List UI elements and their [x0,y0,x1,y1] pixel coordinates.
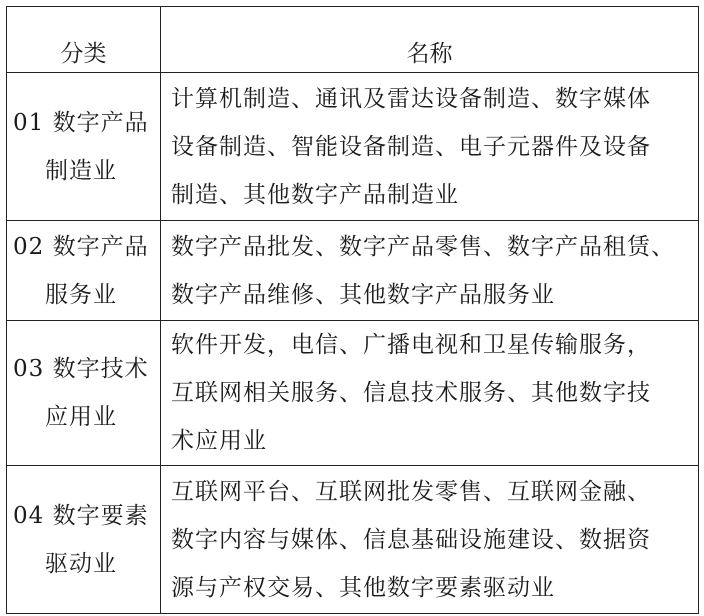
digital-economy-classification-table [6,6,699,614]
table-row [7,321,699,466]
table-row [7,73,699,221]
table-row [7,466,699,614]
category-label: 02 数字产品 [13,233,149,260]
name-text-line: 数字产品批发、数字产品零售、数字产品租赁、 [171,233,675,260]
name-text-line: 计算机制造、通讯及雷达设备制造、数字媒体 [171,85,651,112]
name-text-line: 数字内容与媒体、信息基础设施建设、数据资 [171,526,651,553]
header-category: 分类 [7,7,161,73]
header-name: 名称 [161,7,699,73]
name-text-line: 互联网平台、互联网批发零售、互联网金融、 [171,478,651,505]
name-text-line: 互联网相关服务、信息技术服务、其他数字技 [171,380,651,406]
category-cell [7,221,161,321]
name-text-line: 设备制造、智能设备制造、电子元器件及设备 [171,133,651,160]
category-cell [7,73,161,221]
category-cell [7,466,161,614]
name-cell [161,321,699,466]
name-cell [161,466,699,614]
category-label-continued: 服务业 [45,281,117,308]
category-label-continued: 制造业 [45,157,117,184]
category-label: 03 数字技术 [13,356,149,382]
category-label-continued: 驱动业 [45,550,117,577]
name-cell [161,73,699,221]
category-label-continued: 应用业 [45,404,117,430]
category-cell [7,321,161,466]
name-text-line: 制造、其他数字产品制造业 [171,181,459,208]
category-label: 01 数字产品 [13,109,149,136]
name-cell [161,221,699,321]
name-text-line: 源与产权交易、其他数字要素驱动业 [171,574,555,601]
category-label: 04 数字要素 [13,502,149,529]
table-row [7,221,699,321]
table-header-row [7,7,699,73]
name-text-line: 数字产品维修、其他数字产品服务业 [171,281,555,308]
name-text-line: 软件开发，电信、广播电视和卫星传输服务， [171,332,651,358]
name-text-line: 术应用业 [171,428,267,454]
